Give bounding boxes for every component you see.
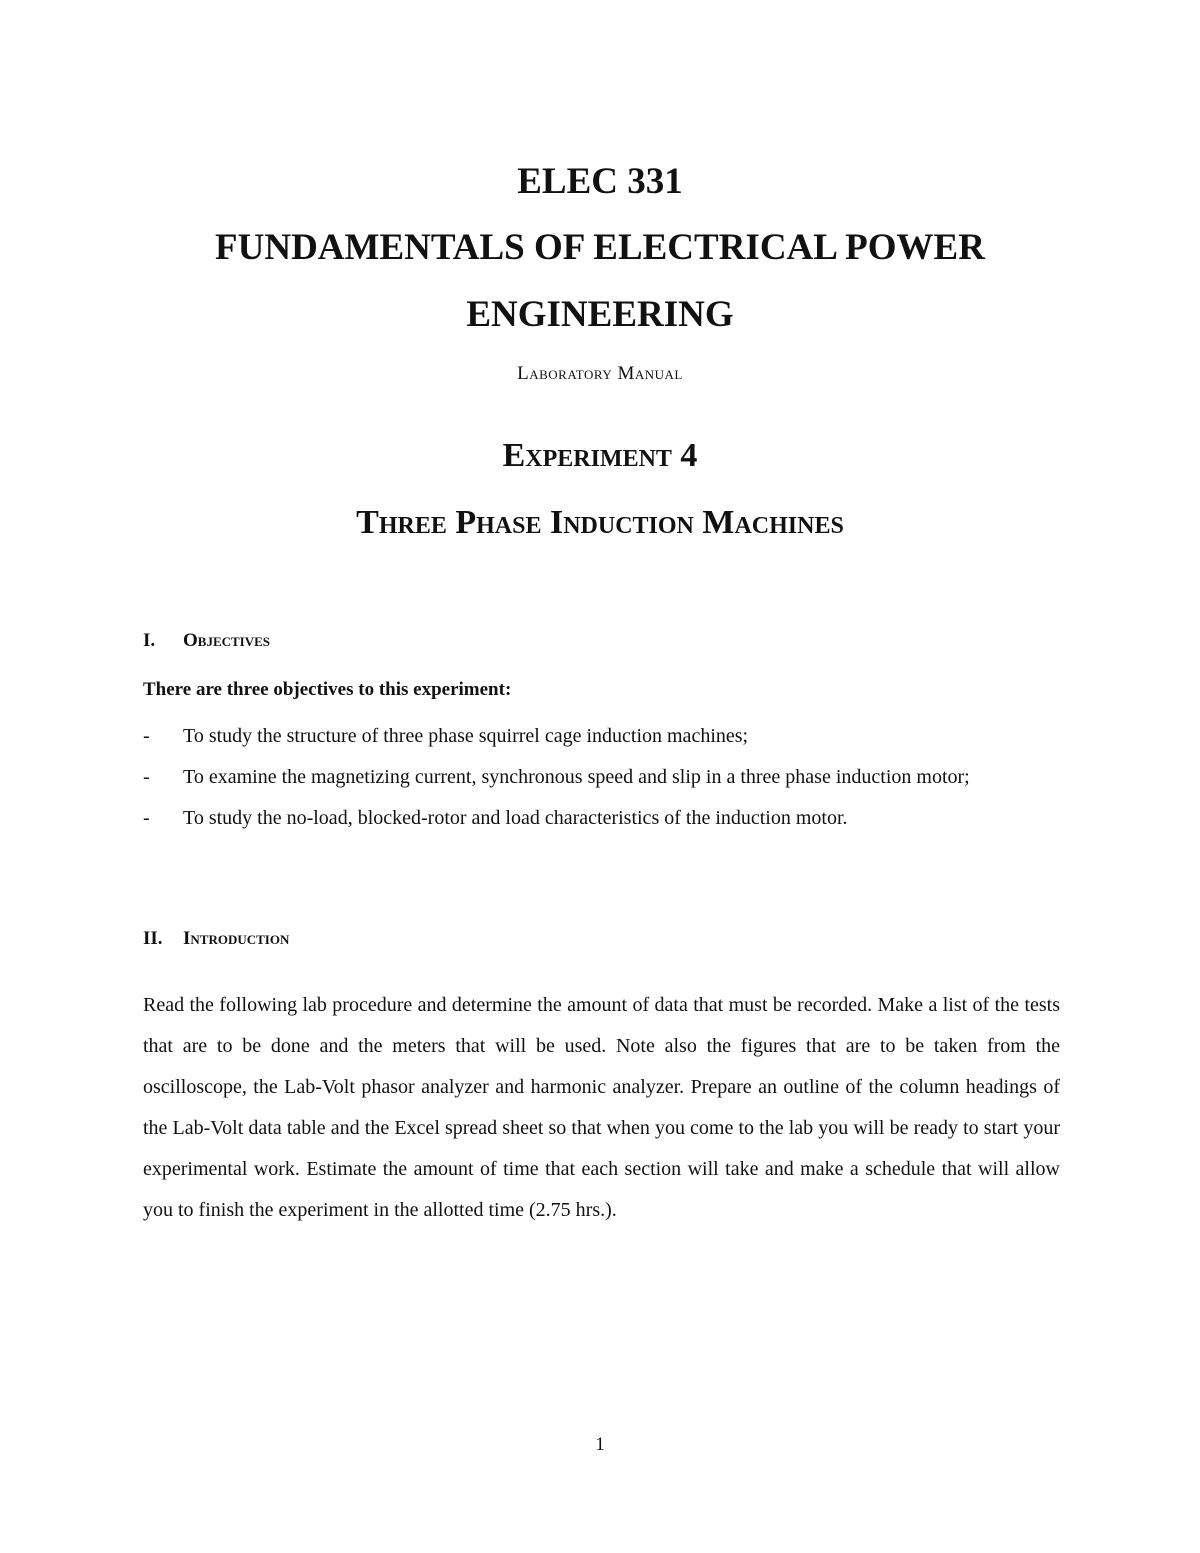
objectives-list	[143, 716, 1073, 839]
section-heading-objectives	[143, 628, 270, 654]
list-item	[143, 716, 1073, 757]
manual-label: Laboratory Manual	[517, 363, 683, 384]
course-title-line-2: ENGINEERING	[466, 294, 734, 335]
page-number: 1	[595, 1434, 605, 1455]
section-heading-introduction	[143, 926, 289, 952]
list-item-text: To study the no-load, blocked-rotor and load characteristics of the induction motor.	[183, 807, 848, 829]
list-item-text: To examine the magnetizing current, synchronous speed and slip in a three phase induction motor;	[183, 766, 970, 788]
section-title: Introduction	[183, 928, 290, 949]
introduction-paragraph: Read the following lab procedure and determine the amount of data that must be recorded. Make a list of the tests that are to be done and the meters that will be used. Note also the figures that are to be taken from the oscilloscope, the Lab-Volt phasor analyzer and harmonic analyzer. Prepare an outline of the column headings of the Lab-Volt data table and the Excel spread sheet so that when you come to the lab you will be ready to start your experimental work. Estimate the amount of time that each section will take and make a schedule that will allow you to finish the experiment in the allotted time (2.75 hrs.).	[143, 994, 1060, 1221]
experiment-title: Three Phase Induction Machines	[356, 504, 844, 541]
list-item-text: To study the structure of three phase squirrel cage induction machines;	[183, 725, 749, 747]
section-numeral: I.	[143, 630, 156, 651]
section-title: Objectives	[183, 630, 271, 651]
objectives-intro: There are three objectives to this experiment:	[143, 679, 512, 700]
section-numeral: II.	[143, 928, 163, 949]
bullet-dash: -	[143, 725, 150, 747]
course-title-line-1: FUNDAMENTALS OF ELECTRICAL POWER	[215, 227, 985, 268]
bullet-dash: -	[143, 807, 150, 829]
list-item	[143, 798, 1073, 839]
course-code: ELEC 331	[517, 161, 683, 202]
bullet-dash: -	[143, 766, 150, 788]
experiment-number: Experiment 4	[502, 437, 698, 474]
list-item	[143, 757, 1073, 798]
